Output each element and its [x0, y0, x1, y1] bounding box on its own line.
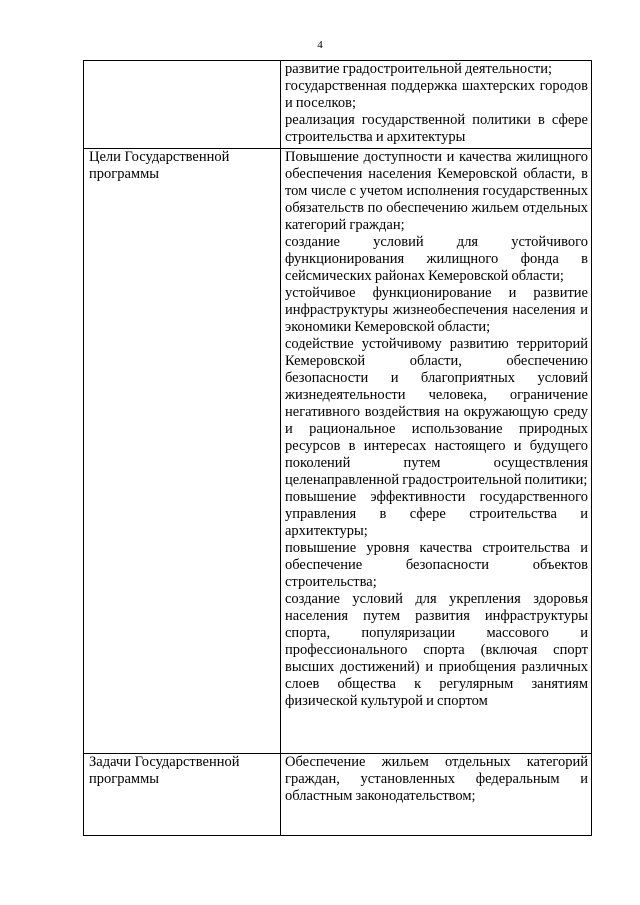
table-row-goals [84, 149, 592, 754]
row-content-cell [281, 61, 592, 149]
page-number: 4 [317, 39, 323, 51]
content-paragraph: развитие градостроительной деятельности; [285, 61, 553, 77]
goal-paragraph: Повышение доступности и качества жилищного обеспечения населения Кемеровской области, в том числе с учетом исполнения государственных обязательств по обеспечению жильем отдельных категорий граждан; [285, 149, 588, 233]
table-row-continuation [84, 61, 592, 149]
row-label-tasks: Задачи Государственной программы [89, 754, 240, 787]
content-paragraph: реализация государственной политики в сфере строительства и архитектуры [285, 112, 588, 145]
table-row-tasks [84, 754, 592, 836]
row-label-goals: Цели Государственной программы [89, 149, 230, 182]
goal-paragraph: устойчивое функционирование и развитие инфраструктуры жизнеобеспечения населения и экономики Кемеровской области; [285, 285, 588, 335]
row-content-cell [281, 754, 592, 836]
goal-paragraph: создание условий для устойчивого функционирования жилищного фонда в сейсмических районах Кемеровской области; [285, 234, 588, 284]
program-passport-table [83, 60, 592, 836]
goal-paragraph: повышение эффективности государственного управления в сфере строительства и архитектуры; [285, 489, 588, 539]
content-paragraph: государственная поддержка шахтерских городов и поселков; [285, 78, 588, 111]
row-label-cell [84, 149, 281, 754]
goal-paragraph: создание условий для укрепления здоровья населения путем развития инфраструктуры спорта, популяризации массового и профессионального спорта (включая спорт высших достижений) и приобщения различных слоев общества к регулярным занятиям физической культурой и спортом [285, 591, 588, 709]
task-paragraph: Обеспечение жильем отдельных категорий граждан, установленных федеральным и областным законодательством; [285, 754, 588, 804]
goal-paragraph: содействие устойчивому развитию территорий Кемеровской области, обеспечению безопасности и благоприятных условий жизнедеятельности человека, ограничение негативного воздействия на окружающую среду и рациональное использование природных ресурсов в интересах настоящего и будущего поколений путем осуществления целенаправленной градостроительной политики; [285, 336, 588, 488]
row-label-cell [84, 61, 281, 149]
row-label-cell [84, 754, 281, 836]
goal-paragraph: повышение уровня качества строительства и обеспечение безопасности объектов строительства; [285, 540, 588, 590]
row-content-cell [281, 149, 592, 754]
